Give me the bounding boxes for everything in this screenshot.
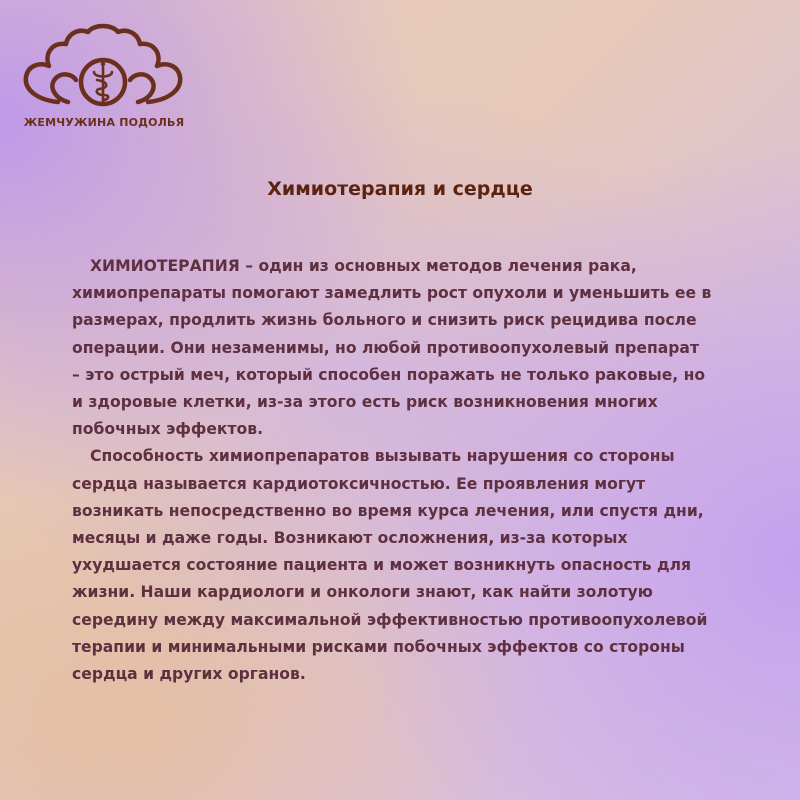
page-title: Химиотерапия и сердце — [267, 178, 533, 200]
article-body — [72, 253, 712, 688]
brand-logo — [18, 22, 188, 142]
article-paragraph-2: Способность химиопрепаратов вызывать нарушения со стороны сердца называется кардиотоксичностью. Ее проявления могут возникать непосредственно во время курса лечения, или спустя дни, месяцы и даже годы. Возникают осложнения, из-за которых ухудшается состояние пациента и может возникнуть опасность для жизни. Наши кардиологи и онкологи знают, как найти золотую середину между максимальной эффективностью противоопухолевой терапии и минимальными рисками побочных эффектов со стороны сердца и других органов. — [72, 447, 708, 684]
pearl-shell-caduceus-icon — [18, 22, 188, 114]
brand-name: ЖЕМЧУЖИНА ПОДОЛЬЯ — [23, 116, 185, 129]
article-paragraph-1: ХИМИОТЕРАПИЯ – один из основных методов лечения рака, химиопрепараты помогают замедлить рост опухоли и уменьшить ее в размерах, продлить жизнь больного и снизить риск рецидива после операции. Они незаменимы, но любой противоопухолевый препарат – это острый меч, который способен поражать не только раковые, но и здоровые клетки, из-за этого есть риск возникновения многих побочных эффектов. — [72, 257, 712, 439]
